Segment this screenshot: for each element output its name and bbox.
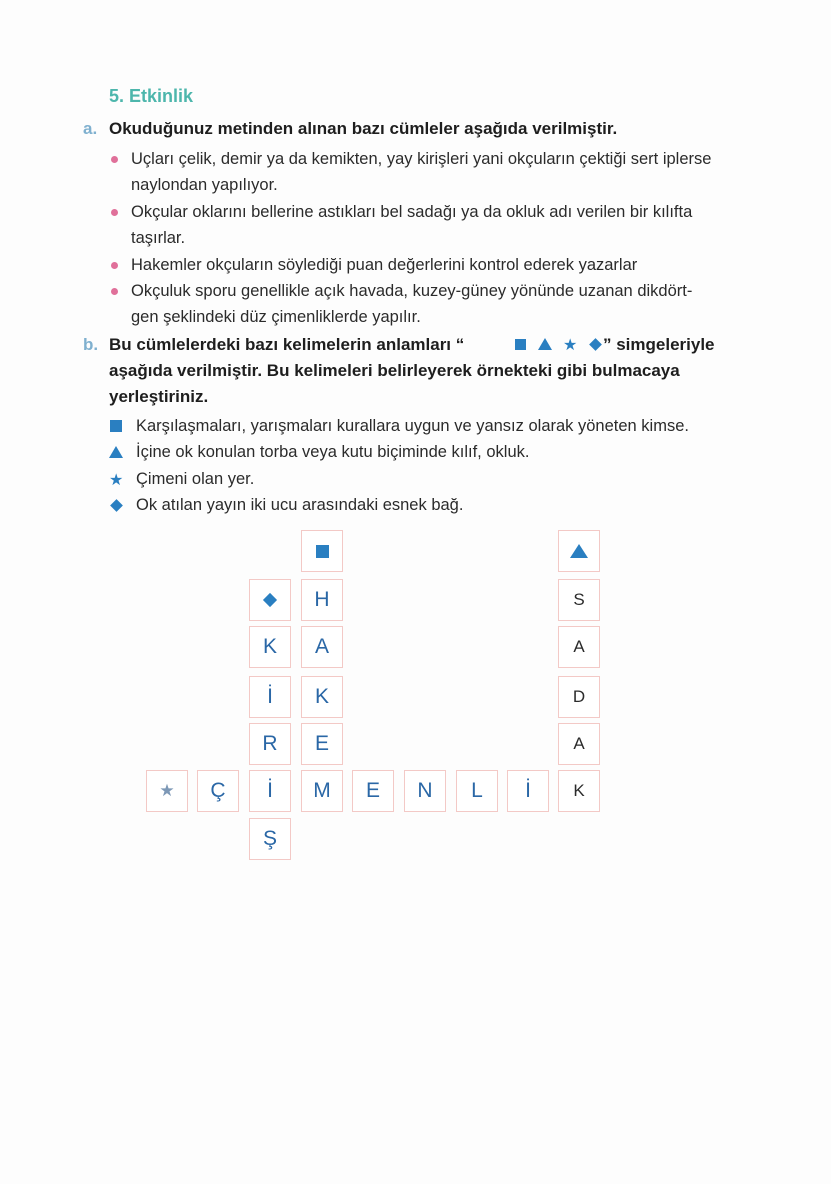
puzzle-cell: İ	[249, 770, 291, 812]
puzzle-cell: İ	[249, 676, 291, 718]
section-b-instruction-end: ” simgeleriyle	[603, 335, 715, 354]
triangle-icon	[570, 544, 588, 558]
puzzle-cell: A	[301, 626, 343, 668]
section-b-letter: b.	[83, 335, 99, 354]
sentence-3-line-1: Hakemler okçuların söylediği puan değerlerini kontrol ederek yazarlar	[131, 256, 638, 274]
square-icon	[316, 545, 329, 558]
puzzle-cell-triangle-marker	[558, 530, 600, 572]
sentence-2-line-1: Okçular oklarını bellerine astıkları bel sadağı ya da okluk adı verilen bir kılıfta	[131, 203, 693, 221]
puzzle-cell: S	[558, 579, 600, 621]
sentence-2-line-2: taşırlar.	[131, 229, 186, 247]
activity-title: 5. Etkinlik	[109, 86, 194, 106]
section-a-instruction: Okuduğunuz metinden alınan bazı cümleler aşağıda verilmiştir.	[109, 119, 618, 138]
puzzle-cell: Ş	[249, 818, 291, 860]
square-icon	[110, 420, 122, 432]
puzzle-cell: N	[404, 770, 446, 812]
puzzle-cell: İ	[507, 770, 549, 812]
puzzle-cell-square-marker	[301, 530, 343, 572]
bullet-dot	[111, 156, 118, 163]
bullet-dot	[111, 262, 118, 269]
sentence-1-line-1: Uçları çelik, demir ya da kemikten, yay kirişleri yani okçuların çektiği sert iplerse	[131, 150, 712, 168]
puzzle-cell: Ç	[197, 770, 239, 812]
puzzle-cell: R	[249, 723, 291, 765]
puzzle-cell: K	[558, 770, 600, 812]
triangle-icon	[538, 338, 552, 350]
puzzle-cell: L	[456, 770, 498, 812]
puzzle-cell: E	[352, 770, 394, 812]
square-icon	[515, 339, 526, 350]
section-b-instruction-start: Bu cümlelerdeki bazı kelimelerin anlamları “	[109, 335, 465, 354]
puzzle-cell-diamond-marker	[249, 579, 291, 621]
puzzle-cell: D	[558, 676, 600, 718]
sentence-1-line-2: naylondan yapılıyor.	[131, 176, 278, 194]
diamond-icon	[263, 593, 277, 607]
clue-4-text: Ok atılan yayın iki ucu arasındaki esnek bağ.	[136, 496, 464, 514]
section-b-instruction-line-3: yerleştiriniz.	[109, 387, 209, 406]
puzzle-cell: A	[558, 723, 600, 765]
bullet-dot	[111, 209, 118, 216]
clue-2-text: İçine ok konulan torba veya kutu biçiminde kılıf, okluk.	[136, 443, 530, 461]
puzzle-cell: E	[301, 723, 343, 765]
puzzle-cell: A	[558, 626, 600, 668]
star-icon: ★	[109, 472, 124, 489]
sentence-4-line-1: Okçuluk sporu genellikle açık havada, kuzey-güney yönünde uzanan dikdört-	[131, 282, 693, 300]
puzzle-cell: K	[301, 676, 343, 718]
puzzle-cell-star-marker: ★	[146, 770, 188, 812]
section-a-letter: a.	[83, 119, 98, 138]
triangle-icon	[109, 446, 123, 458]
clue-3-text: Çimeni olan yer.	[136, 470, 255, 488]
clue-1-text: Karşılaşmaları, yarışmaları kurallara uygun ve yansız olarak yöneten kimse.	[136, 417, 689, 435]
puzzle-cell: K	[249, 626, 291, 668]
section-b-instruction-line-2: aşağıda verilmiştir. Bu kelimeleri belirleyerek örnekteki gibi bulmacaya	[109, 361, 680, 380]
bullet-dot	[111, 288, 118, 295]
puzzle-cell: H	[301, 579, 343, 621]
sentence-4-line-2: gen şeklindeki düz çimenliklerde yapılır.	[131, 308, 421, 326]
puzzle-cell: M	[301, 770, 343, 812]
star-icon: ★	[563, 337, 578, 354]
